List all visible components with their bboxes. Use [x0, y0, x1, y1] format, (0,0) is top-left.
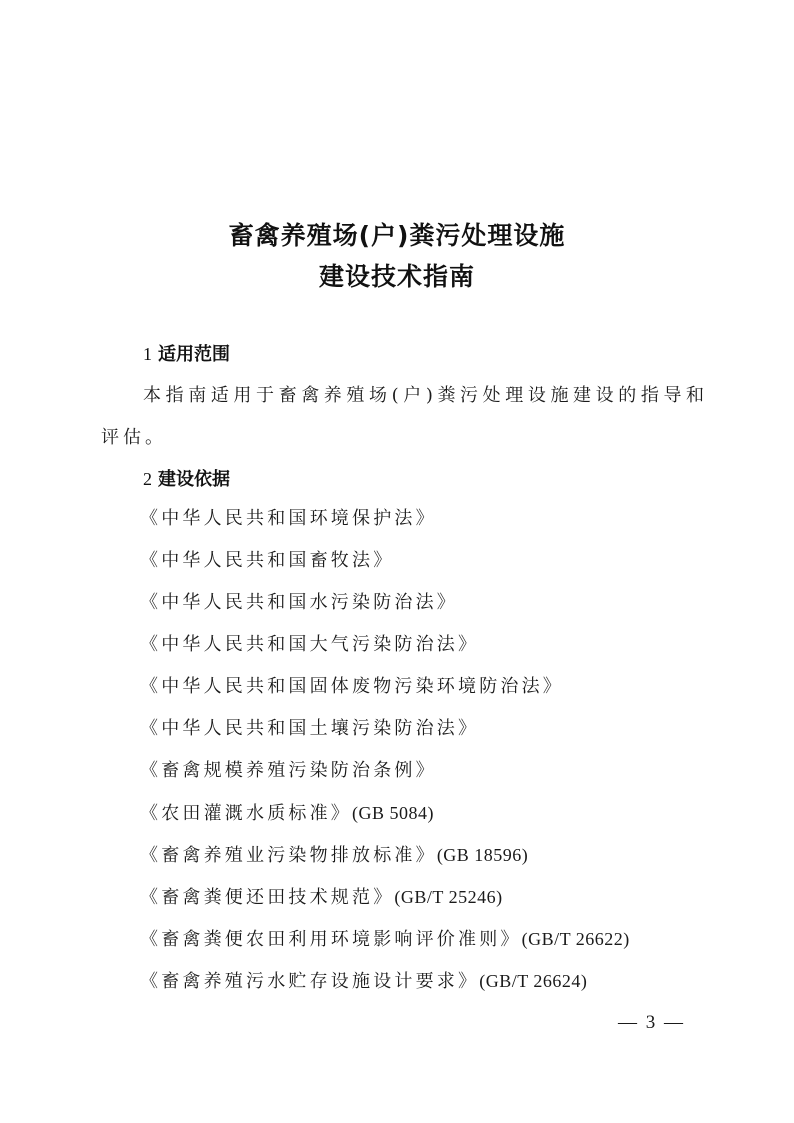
reference-item [140, 842, 630, 884]
reference-standard-code: (GB 18596) [436, 845, 529, 865]
reference-standard-code: (GB 5084) [352, 803, 434, 823]
reference-title: 《中华人民共和国水污染防治法》 [140, 592, 458, 613]
reference-list [140, 506, 630, 1010]
reference-title: 《畜禽养殖污水贮存设施设计要求》 [140, 971, 480, 992]
reference-item [140, 968, 630, 1010]
section-2-title: 建设依据 [158, 469, 230, 490]
reference-title: 《畜禽粪便农田利用环境影响评价准则》 [140, 929, 522, 950]
page-number: — 3 — [618, 1012, 685, 1033]
section-2-number: 2 [143, 469, 152, 489]
reference-title: 《中华人民共和国固体废物污染环境防治法》 [140, 676, 564, 697]
document-title-line-1: 畜禽养殖场(户)粪污处理设施 [228, 221, 566, 250]
reference-item [140, 758, 630, 800]
section-1-heading [143, 340, 230, 366]
reference-item [140, 632, 630, 674]
reference-title: 《畜禽养殖业污染物排放标准》 [140, 845, 437, 866]
reference-title: 《中华人民共和国畜牧法》 [140, 550, 395, 571]
reference-item [140, 590, 630, 632]
section-1-title: 适用范围 [158, 344, 230, 365]
section-1-body-line-1: 本指南适用于畜禽养殖场(户)粪污处理设施建设的指导和 [143, 385, 709, 406]
reference-title: 《中华人民共和国环境保护法》 [140, 508, 437, 529]
reference-standard-code: (GB/T 26624) [479, 971, 588, 991]
section-1-body-line-2: 评估。 [101, 427, 167, 448]
document-title-line-2: 建设技术指南 [318, 262, 475, 291]
reference-title: 《畜禽粪便还田技术规范》 [140, 887, 395, 908]
reference-item [140, 800, 630, 842]
section-1-number: 1 [143, 344, 152, 364]
reference-standard-code: (GB/T 26622) [521, 929, 630, 949]
reference-item [140, 884, 630, 926]
section-2-heading [143, 465, 230, 491]
reference-item [140, 716, 630, 758]
reference-item [140, 674, 630, 716]
reference-standard-code: (GB/T 25246) [394, 887, 503, 907]
reference-title: 《农田灌溉水质标准》 [140, 803, 352, 824]
reference-item [140, 926, 630, 968]
reference-title: 《畜禽规模养殖污染防治条例》 [140, 760, 437, 781]
reference-title: 《中华人民共和国大气污染防治法》 [140, 634, 480, 655]
reference-title: 《中华人民共和国土壤污染防治法》 [140, 718, 480, 739]
reference-item [140, 506, 630, 548]
reference-item [140, 548, 630, 590]
